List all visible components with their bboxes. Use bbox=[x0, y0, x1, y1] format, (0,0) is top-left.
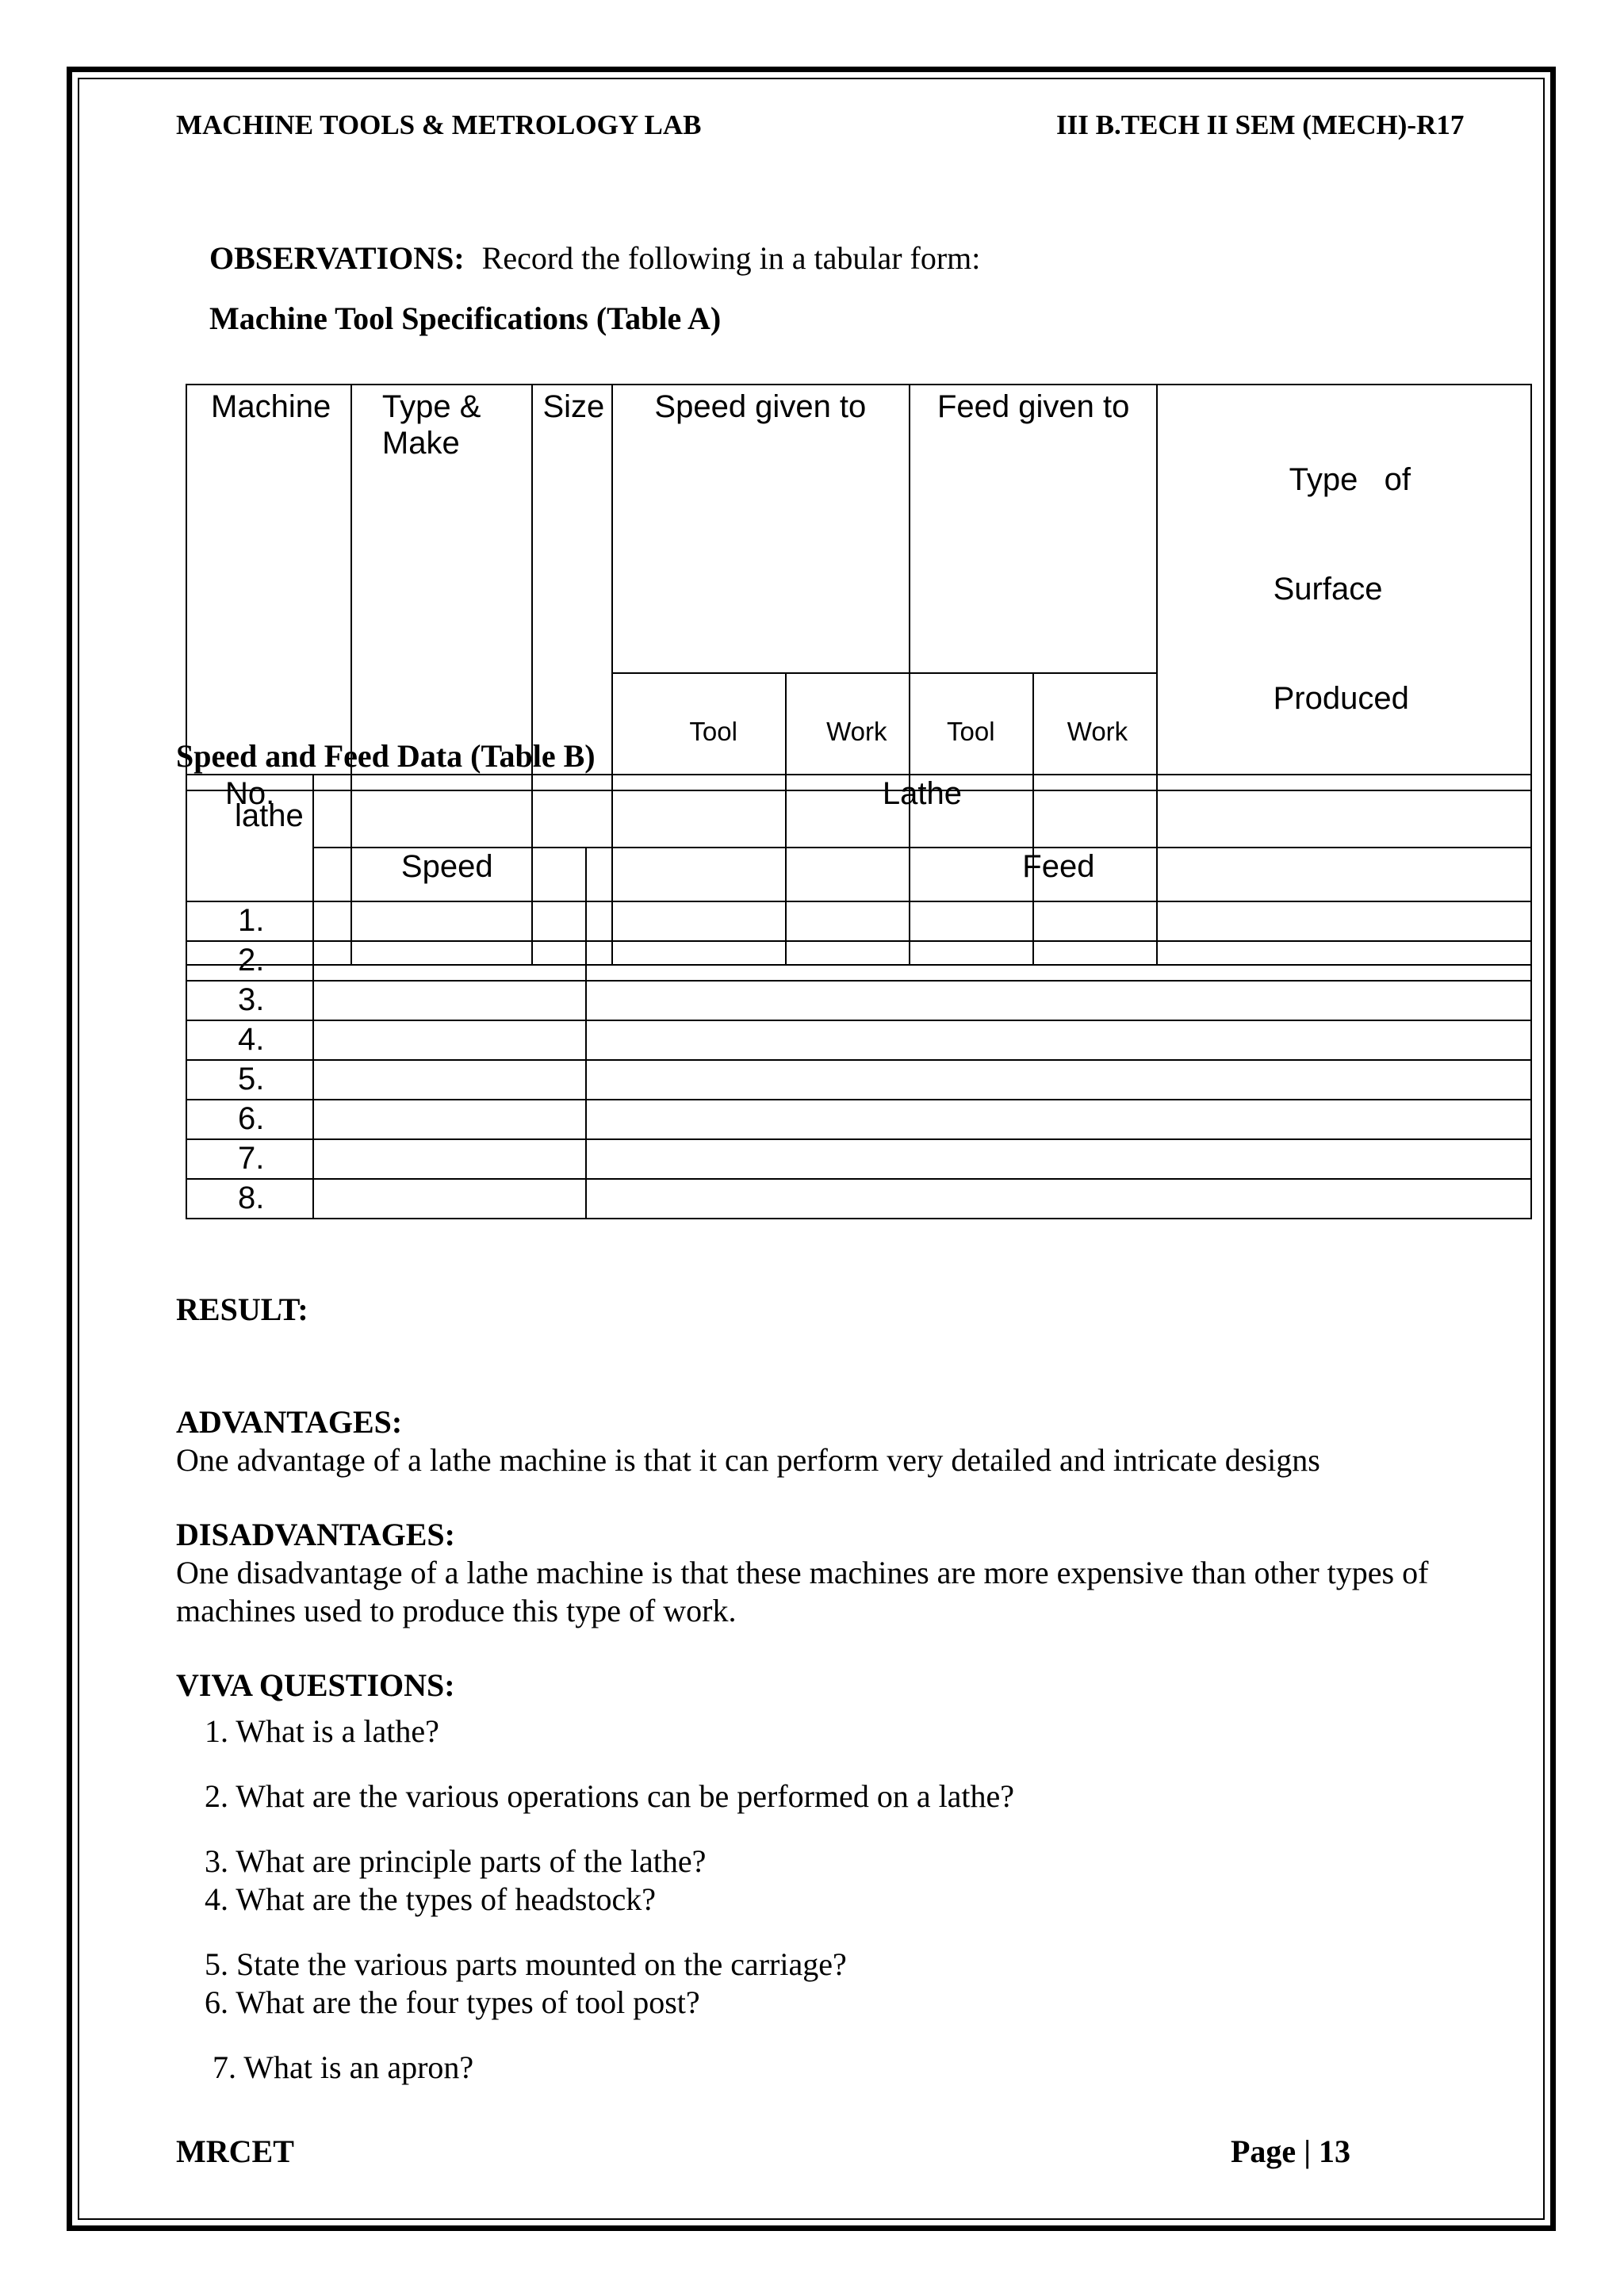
disadvantages-label: DISADVANTAGES: bbox=[176, 1517, 455, 1552]
viva-question: 4. What are the types of headstock? bbox=[205, 1881, 657, 1917]
table-b-cell-speed bbox=[313, 1100, 586, 1139]
footer-page-number: Page | 13 bbox=[1231, 2133, 1350, 2169]
result-label: RESULT: bbox=[176, 1292, 308, 1327]
viva-label: VIVA QUESTIONS: bbox=[176, 1667, 455, 1703]
table-b-cell-feed bbox=[586, 901, 1531, 941]
table-b-row-no: 8. bbox=[186, 1179, 313, 1219]
table-b-cell-speed bbox=[313, 901, 586, 941]
viva-question: 2. What are the various operations can be performed on a lathe? bbox=[205, 1778, 1015, 1814]
table-b-row-no: 1. bbox=[186, 901, 313, 941]
table-b-cell-speed bbox=[313, 1060, 586, 1100]
table-b-header-speed: Speed bbox=[313, 848, 586, 901]
table-b-cell-speed bbox=[313, 981, 586, 1020]
table-b-cell-feed bbox=[586, 1139, 1531, 1179]
observations-label: OBSERVATIONS: bbox=[209, 240, 465, 276]
table-b-cell-speed bbox=[313, 1020, 586, 1060]
table-b bbox=[186, 774, 1532, 1219]
table-b-row-no: 2. bbox=[186, 941, 313, 981]
table-a-header-speed-tool: Tool bbox=[612, 673, 786, 790]
footer-left: MRCET bbox=[176, 2133, 294, 2169]
viva-question: 7. What is an apron? bbox=[213, 2049, 474, 2085]
header-right: III B.TECH II SEM (MECH)-R17 bbox=[1056, 109, 1465, 140]
table-b-cell-speed bbox=[313, 941, 586, 981]
table-a-header-feed: Feed given to bbox=[910, 385, 1157, 673]
advantages-text: One advantage of a lathe machine is that it can perform very detailed and intricate designs bbox=[176, 1442, 1320, 1478]
viva-question: 5. State the various parts mounted on the carriage? bbox=[205, 1946, 847, 1982]
table-b-cell-speed bbox=[313, 1139, 586, 1179]
table-a-header-machine: Machine bbox=[186, 385, 351, 790]
header-left: MACHINE TOOLS & METROLOGY LAB bbox=[176, 109, 702, 140]
viva-question: 1. What is a lathe? bbox=[205, 1713, 439, 1749]
observations-text: Record the following in a tabular form: bbox=[481, 240, 981, 276]
table-a-header-feed-work: Work bbox=[1033, 673, 1157, 790]
table-a-cell-machine: lathe bbox=[186, 790, 351, 965]
disadvantages-line2: machines used to produce this type of work. bbox=[176, 1593, 737, 1628]
table-b-cell-feed bbox=[586, 1100, 1531, 1139]
table-b-row-no: 5. bbox=[186, 1060, 313, 1100]
table-a-header-size: Size bbox=[532, 385, 612, 790]
advantages-label: ADVANTAGES: bbox=[176, 1404, 403, 1440]
table-b-cell-feed bbox=[586, 1060, 1531, 1100]
disadvantages-line1: One disadvantage of a lathe machine is that these machines are more expensive than other types of bbox=[176, 1555, 1429, 1590]
table-b-header-feed: Feed bbox=[586, 848, 1531, 901]
table-b-cell-feed bbox=[586, 941, 1531, 981]
table-a-header-speed-work: Work bbox=[786, 673, 910, 790]
table-a-header-feed-tool: Tool bbox=[910, 673, 1033, 790]
table-b-cell-feed bbox=[586, 981, 1531, 1020]
table-a-header-type-make: Type & Make bbox=[351, 385, 533, 790]
viva-question: 6. What are the four types of tool post? bbox=[205, 1984, 700, 2020]
table-a-title: Machine Tool Specifications (Table A) bbox=[209, 300, 722, 336]
table-b-header-no: No. bbox=[186, 775, 313, 901]
observations-line bbox=[209, 239, 980, 277]
table-a-header-speed: Speed given to bbox=[612, 385, 910, 673]
table-b-cell-feed bbox=[586, 1179, 1531, 1219]
table-b-row-no: 4. bbox=[186, 1020, 313, 1060]
table-b-title: Speed and Feed Data (Table B) bbox=[176, 738, 596, 774]
table-b-cell-feed bbox=[586, 1020, 1531, 1060]
table-b-row-no: 7. bbox=[186, 1139, 313, 1179]
table-b-row-no: 3. bbox=[186, 981, 313, 1020]
table-a-header-surface: Type of Surface Produced bbox=[1157, 385, 1531, 790]
table-b-row-no: 6. bbox=[186, 1100, 313, 1139]
viva-question: 3. What are principle parts of the lathe? bbox=[205, 1843, 707, 1879]
table-b-header-lathe: Lathe bbox=[313, 775, 1531, 848]
table-b-cell-speed bbox=[313, 1179, 586, 1219]
